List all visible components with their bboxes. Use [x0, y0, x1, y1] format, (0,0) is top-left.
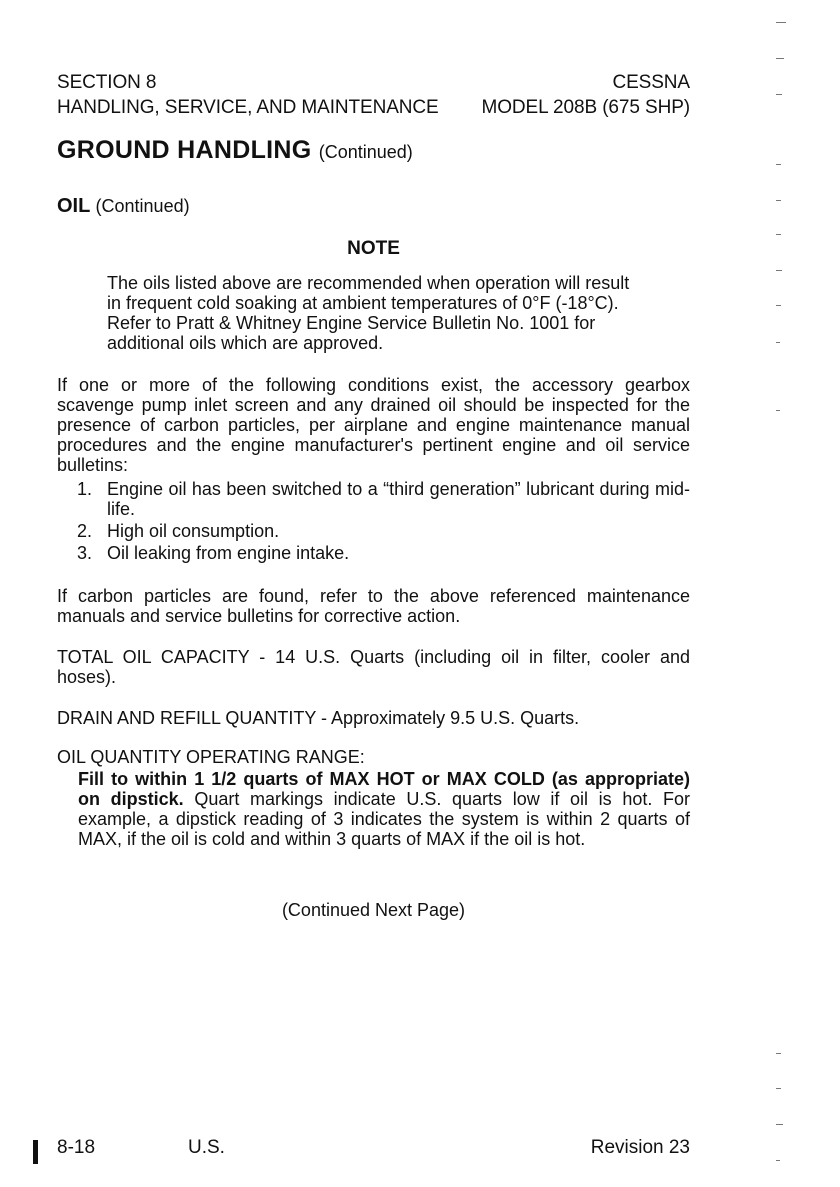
edge-mark	[776, 58, 784, 59]
note-text: The oils listed above are recommended when operation will result in frequent cold soaking at ambient temperatures of 0°F (-18°C). Refer to Pratt & Whitney Engine Service Bulletin No. 1001 for additional oils which are approved.	[107, 273, 630, 353]
model-name: MODEL 208B (675 SHP)	[481, 97, 690, 118]
edge-mark	[776, 342, 780, 343]
list-item-number: 3.	[77, 543, 93, 563]
subtitle-main: OIL	[57, 195, 90, 217]
range-heading: OIL QUANTITY OPERATING RANGE:	[57, 747, 365, 767]
edge-mark	[776, 305, 781, 306]
list-item-number: 2.	[77, 521, 93, 541]
subtitle-continued: (Continued)	[95, 196, 190, 216]
list-item	[77, 521, 690, 541]
section-title: HANDLING, SERVICE, AND MAINTENANCE	[57, 97, 439, 118]
continued-next-page: (Continued Next Page)	[281, 900, 466, 920]
page-title-continued: (Continued)	[318, 142, 413, 162]
edge-mark	[776, 200, 781, 201]
conditions-intro: If one or more of the following conditions exist, the accessory gearbox scavenge pump inlet screen and any drained oil should be inspected for the presence of carbon particles, per airplane and engine maintenance manual procedures and the engine manufacturer's pertinent engine and oil service bulletins:	[57, 375, 690, 475]
edge-mark	[776, 1053, 781, 1054]
page-number: 8-18	[57, 1137, 96, 1158]
range-paragraph	[78, 769, 690, 849]
region-label: U.S.	[188, 1137, 225, 1158]
edge-mark	[776, 1088, 781, 1089]
page-title-main: GROUND HANDLING	[57, 136, 312, 164]
edge-mark	[776, 1124, 783, 1125]
carbon-paragraph: If carbon particles are found, refer to the above referenced maintenance manuals and service bulletins for corrective action.	[57, 586, 690, 626]
page-title	[57, 136, 413, 165]
edge-mark	[776, 164, 781, 165]
list-item-number: 1.	[77, 479, 93, 499]
edge-mark	[776, 234, 781, 235]
list-item	[77, 479, 690, 519]
conditions-list	[77, 479, 690, 563]
capacity-paragraph: TOTAL OIL CAPACITY - 14 U.S. Quarts (including oil in filter, cooler and hoses).	[57, 647, 690, 687]
revision-label: Revision 23	[590, 1137, 690, 1158]
range-text: Quart markings indicate U.S. quarts low if oil is hot. For example, a dipstick reading of 3 indicates the system is within 2 quarts of MAX, if the oil is cold and within 3 quarts of MAX if the oil is hot.	[78, 789, 690, 849]
list-item-text: Oil leaking from engine intake.	[107, 543, 350, 563]
edge-mark	[776, 94, 782, 95]
edge-mark	[776, 22, 786, 23]
brand-name: CESSNA	[612, 72, 690, 93]
list-item	[77, 543, 690, 563]
revision-bar	[33, 1140, 38, 1164]
list-item-text: High oil consumption.	[107, 521, 280, 541]
section-subtitle	[57, 195, 190, 218]
list-item-text: Engine oil has been switched to a “third generation” lubricant during mid-life.	[107, 479, 690, 519]
range-bold-text: Fill to within 1 1/2 quarts of MAX HOT or MAX COLD (as appropriate) on dipstick.	[78, 769, 690, 809]
section-number: SECTION 8	[57, 72, 157, 93]
edge-mark	[776, 270, 782, 271]
note-block	[57, 238, 690, 260]
drain-paragraph: DRAIN AND REFILL QUANTITY - Approximately 9.5 U.S. Quarts.	[57, 708, 580, 728]
note-heading: NOTE	[347, 238, 400, 259]
edge-mark	[776, 410, 780, 411]
edge-mark	[776, 1160, 780, 1161]
